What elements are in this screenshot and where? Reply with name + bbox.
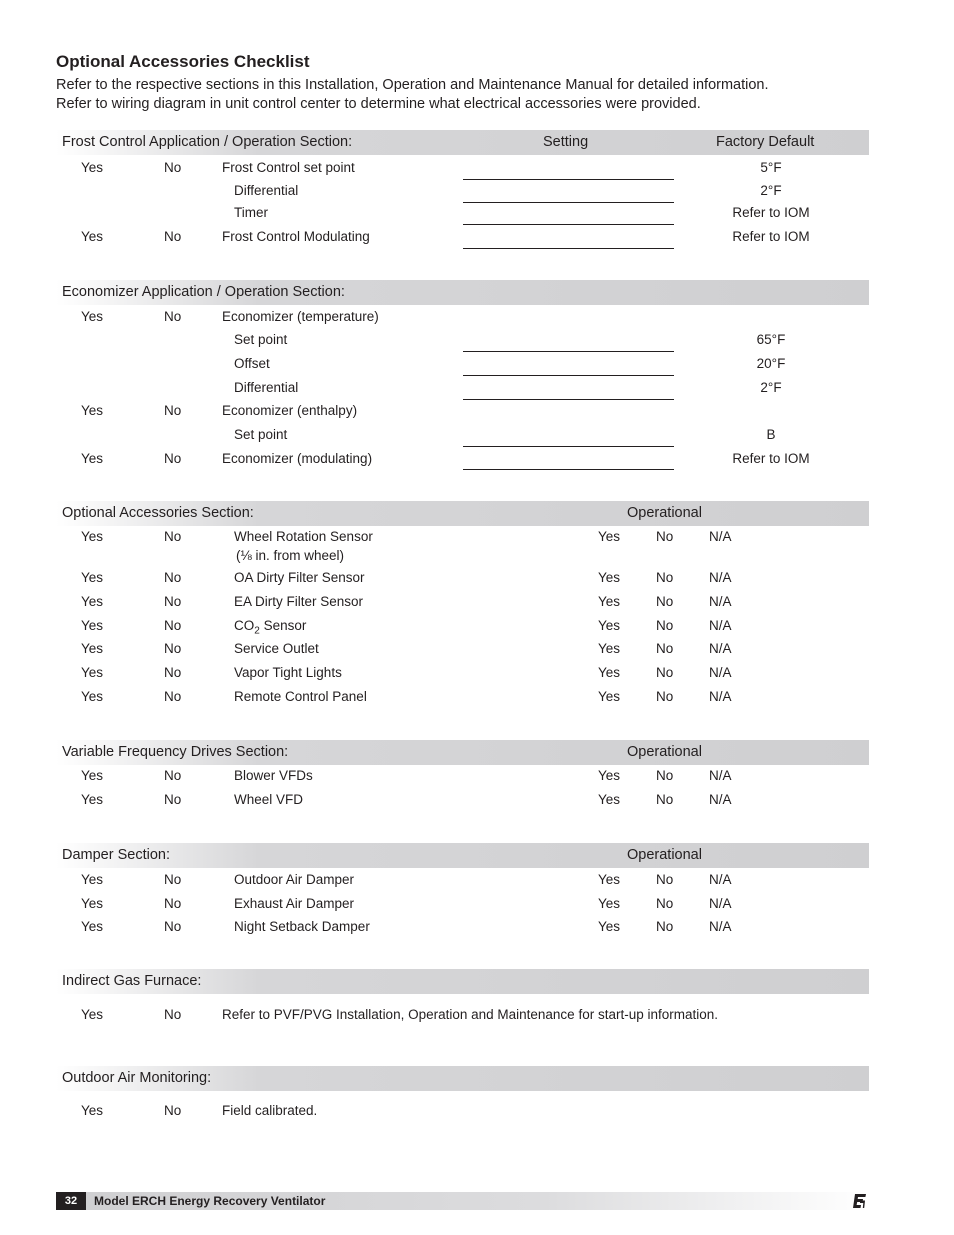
operational-no[interactable]: No <box>656 570 674 585</box>
intro-line-1: Refer to the respective sections in this Installation, Operation and Maintenance Manual for detailed information. <box>56 77 769 93</box>
operational-yes[interactable]: Yes <box>598 792 621 807</box>
no-option[interactable]: No <box>164 1103 182 1118</box>
factory-default: 5°F <box>760 160 782 175</box>
setting-line[interactable] <box>463 351 674 352</box>
factory-default: Refer to IOM <box>732 205 810 220</box>
yes-option[interactable]: Yes <box>81 403 104 418</box>
row-label: Set point <box>234 427 288 442</box>
no-option[interactable]: No <box>164 618 182 633</box>
no-option[interactable]: No <box>164 451 182 466</box>
row-label: EA Dirty Filter Sensor <box>234 594 364 609</box>
factory-default: 65°F <box>756 332 786 347</box>
footer-title: Model ERCH Energy Recovery Ventilator <box>94 1194 326 1208</box>
no-option[interactable]: No <box>164 229 182 244</box>
setting-header: Setting <box>543 134 589 150</box>
vfd-header-label: Variable Frequency Drives Section: <box>62 744 289 760</box>
operational-na[interactable]: N/A <box>709 919 732 934</box>
operational-yes[interactable]: Yes <box>598 594 621 609</box>
furnace-note: Refer to PVF/PVG Installation, Operation and Maintenance for start-up information. <box>222 1007 718 1022</box>
operational-na[interactable]: N/A <box>709 665 732 680</box>
row-label: Remote Control Panel <box>234 689 367 704</box>
setting-line[interactable] <box>463 202 674 203</box>
no-option[interactable]: No <box>164 919 182 934</box>
no-option[interactable]: No <box>164 792 182 807</box>
yes-option[interactable]: Yes <box>81 570 104 585</box>
page-number: 32 <box>56 1192 86 1210</box>
co2-suffix: Sensor <box>259 618 307 633</box>
operational-no[interactable]: No <box>656 872 674 887</box>
operational-na[interactable]: N/A <box>709 792 732 807</box>
setting-line[interactable] <box>463 224 674 225</box>
operational-header: Operational <box>627 847 702 863</box>
yes-option[interactable]: Yes <box>81 792 104 807</box>
row-label: Vapor Tight Lights <box>234 665 342 680</box>
operational-no[interactable]: No <box>656 594 674 609</box>
no-option[interactable]: No <box>164 641 182 656</box>
operational-yes[interactable]: Yes <box>598 529 621 544</box>
operational-header: Operational <box>627 505 702 521</box>
operational-no[interactable]: No <box>656 665 674 680</box>
row-label: Wheel Rotation Sensor <box>234 529 373 544</box>
row-label: Economizer (temperature) <box>222 309 379 324</box>
damper-header-label: Damper Section: <box>62 847 170 863</box>
yes-option[interactable]: Yes <box>81 768 104 783</box>
optional-section-header <box>56 501 869 526</box>
setting-line[interactable] <box>463 446 674 447</box>
yes-option[interactable]: Yes <box>81 919 104 934</box>
monitoring-section-header <box>56 1066 869 1091</box>
page-footer <box>56 1192 869 1210</box>
operational-na[interactable]: N/A <box>709 896 732 911</box>
no-option[interactable]: No <box>164 768 182 783</box>
operational-na[interactable]: N/A <box>709 529 732 544</box>
damper-section-header <box>56 843 869 868</box>
operational-yes[interactable]: Yes <box>598 618 621 633</box>
operational-no[interactable]: No <box>656 689 674 704</box>
factory-default: 2°F <box>760 380 782 395</box>
operational-no[interactable]: No <box>656 768 674 783</box>
co2-prefix: CO <box>234 618 255 633</box>
operational-yes[interactable]: Yes <box>598 919 621 934</box>
monitoring-header-label: Outdoor Air Monitoring: <box>62 1070 212 1086</box>
frost-header-label: Frost Control Application / Operation Section: <box>62 134 353 150</box>
setting-line[interactable] <box>463 248 674 249</box>
operational-no[interactable]: No <box>656 641 674 656</box>
no-option[interactable]: No <box>164 689 182 704</box>
setting-line[interactable] <box>463 375 674 376</box>
yes-option[interactable]: Yes <box>81 872 104 887</box>
yes-option[interactable]: Yes <box>81 451 104 466</box>
yes-option[interactable]: Yes <box>81 896 104 911</box>
setting-line[interactable] <box>463 179 674 180</box>
economizer-header-label: Economizer Application / Operation Section: <box>62 284 345 300</box>
brand-logo-icon <box>851 1193 867 1209</box>
operational-na[interactable]: N/A <box>709 570 732 585</box>
operational-yes[interactable]: Yes <box>598 896 621 911</box>
row-label: Set point <box>234 332 288 347</box>
no-option[interactable]: No <box>164 594 182 609</box>
operational-no[interactable]: No <box>656 618 674 633</box>
row-label: Outdoor Air Damper <box>234 872 355 887</box>
monitoring-note: Field calibrated. <box>222 1103 318 1118</box>
setting-line[interactable] <box>463 399 674 400</box>
operational-na[interactable]: N/A <box>709 618 732 633</box>
no-option[interactable]: No <box>164 896 182 911</box>
intro-line-2: Refer to wiring diagram in unit control center to determine what electrical accessories were provided. <box>56 96 701 112</box>
no-option[interactable]: No <box>164 570 182 585</box>
operational-na[interactable]: N/A <box>709 689 732 704</box>
furnace-section-header <box>56 969 869 994</box>
operational-no[interactable]: No <box>656 792 674 807</box>
yes-option[interactable]: Yes <box>81 618 104 633</box>
row-label: Night Setback Damper <box>234 919 370 934</box>
yes-option[interactable]: Yes <box>81 529 104 544</box>
operational-no[interactable]: No <box>656 529 674 544</box>
row-label: Economizer (modulating) <box>222 451 373 466</box>
operational-na[interactable]: N/A <box>709 768 732 783</box>
no-option[interactable]: No <box>164 872 182 887</box>
economizer-section-header <box>56 280 869 305</box>
row-label: Frost Control Modulating <box>222 229 370 244</box>
yes-option[interactable]: Yes <box>81 641 104 656</box>
optional-header-label: Optional Accessories Section: <box>62 505 254 521</box>
row-label: Offset <box>234 356 270 371</box>
yes-option[interactable]: Yes <box>81 594 104 609</box>
row-label: Wheel VFD <box>234 792 304 807</box>
operational-no[interactable]: No <box>656 919 674 934</box>
row-label: Service Outlet <box>234 641 319 656</box>
no-option[interactable]: No <box>164 160 182 175</box>
factory-default: 2°F <box>760 183 782 198</box>
row-label: Differential <box>234 183 299 198</box>
no-option[interactable]: No <box>164 529 182 544</box>
row-label: Exhaust Air Damper <box>234 896 355 911</box>
yes-option[interactable]: Yes <box>81 309 104 324</box>
operational-header: Operational <box>627 744 702 760</box>
yes-option[interactable]: Yes <box>81 689 104 704</box>
yes-option[interactable]: Yes <box>81 1007 104 1022</box>
frost-section-header <box>56 130 869 155</box>
operational-na[interactable]: N/A <box>709 872 732 887</box>
operational-yes[interactable]: Yes <box>598 768 621 783</box>
page-title: Optional Accessories Checklist <box>56 52 310 71</box>
operational-yes[interactable]: Yes <box>598 872 621 887</box>
factory-default: Refer to IOM <box>732 229 810 244</box>
operational-yes[interactable]: Yes <box>598 689 621 704</box>
operational-yes[interactable]: Yes <box>598 641 621 656</box>
yes-option[interactable]: Yes <box>81 665 104 680</box>
co2-subscript: 2 <box>254 625 260 637</box>
factory-default: B <box>766 427 776 442</box>
no-option[interactable]: No <box>164 665 182 680</box>
operational-yes[interactable]: Yes <box>598 665 621 680</box>
row-label: Timer <box>234 205 268 220</box>
row-label: OA Dirty Filter Sensor <box>234 570 365 585</box>
operational-na[interactable]: N/A <box>709 594 732 609</box>
no-option[interactable]: No <box>164 309 182 324</box>
row-label: Blower VFDs <box>234 768 313 783</box>
wheel-distance-note: (⅛ in. from wheel) <box>236 548 345 563</box>
yes-option[interactable]: Yes <box>81 160 104 175</box>
operational-na[interactable]: N/A <box>709 641 732 656</box>
furnace-header-label: Indirect Gas Furnace: <box>62 973 202 989</box>
yes-option[interactable]: Yes <box>81 1103 104 1118</box>
row-label <box>234 618 306 637</box>
no-option[interactable]: No <box>164 1007 182 1022</box>
yes-option[interactable]: Yes <box>81 229 104 244</box>
row-label: Differential <box>234 380 299 395</box>
no-option[interactable]: No <box>164 403 182 418</box>
vfd-section-header <box>56 740 869 765</box>
factory-default: 20°F <box>756 356 786 371</box>
factory-default: Refer to IOM <box>732 451 810 466</box>
setting-line[interactable] <box>463 469 674 470</box>
factory-default-header: Factory Default <box>716 134 815 150</box>
row-label: Frost Control set point <box>222 160 355 175</box>
operational-no[interactable]: No <box>656 896 674 911</box>
row-label: Economizer (enthalpy) <box>222 403 358 418</box>
operational-yes[interactable]: Yes <box>598 570 621 585</box>
